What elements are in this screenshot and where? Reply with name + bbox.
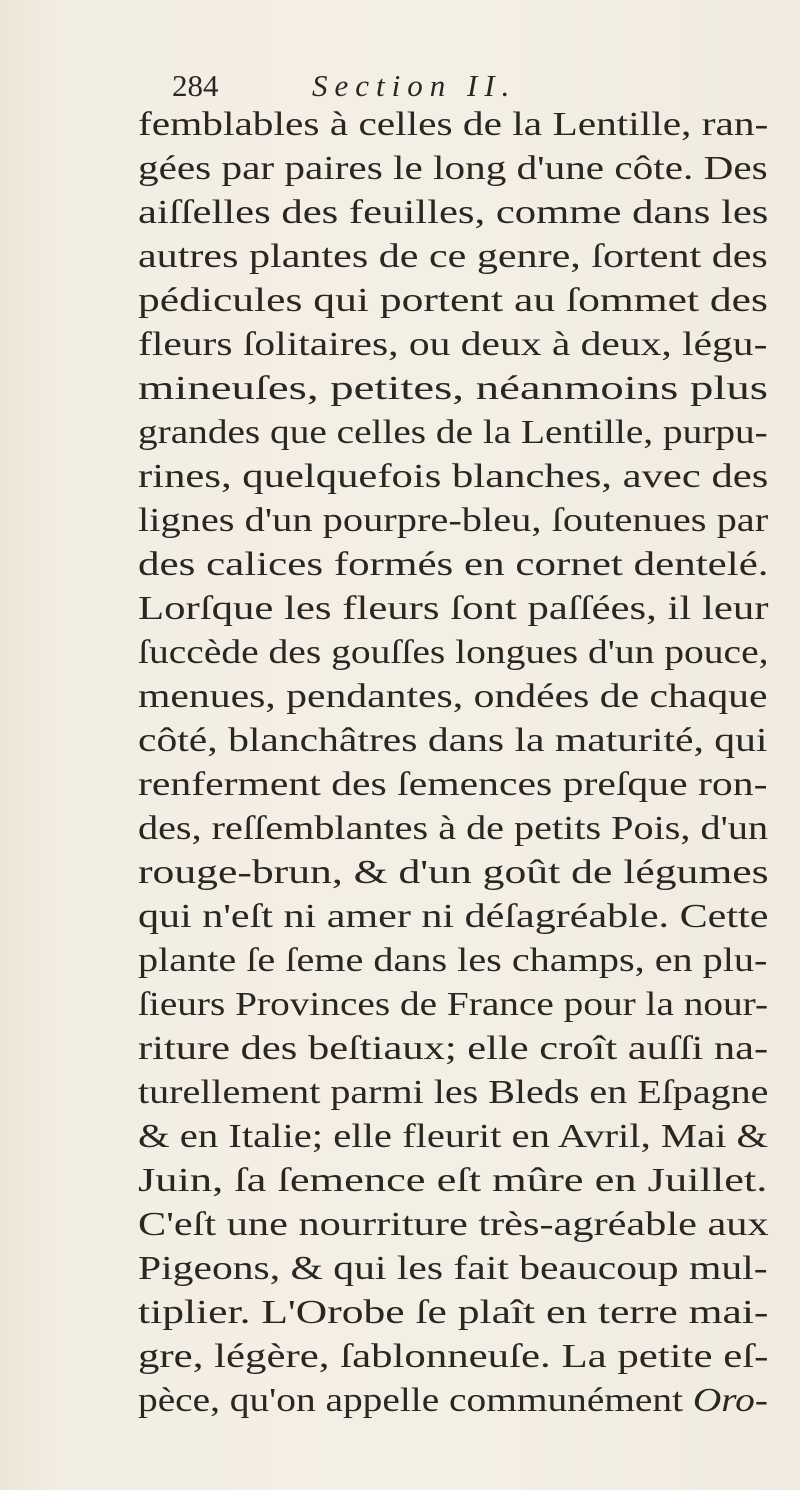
text-line: qui n'eſt ni amer ni déſagréable. Cette: [138, 898, 769, 935]
text-line: Lorſque les fleurs ſont paſſées, il leur: [138, 590, 769, 627]
text-line: & en Italie; elle fleurit en Avril, Mai &: [138, 1118, 769, 1155]
text-line: côté, blanchâtres dans la maturité, qui: [138, 722, 768, 759]
text-line: tiplier. L'Orobe ſe plaît en terre mai-: [138, 1294, 769, 1331]
running-head: Section II.: [312, 68, 517, 103]
text-line: plante ſe ſeme dans les champs, en plu-: [138, 942, 768, 979]
text-line: des, reſſemblantes à de petits Pois, d'un: [138, 810, 769, 847]
text-line: ſuccède des gouſſes longues d'un pouce,: [138, 634, 769, 671]
text-line: gées par paires le long d'une côte. Des: [138, 150, 768, 187]
text-line: menues, pendantes, ondées de chaque: [138, 678, 768, 715]
text-line: gre, légère, ſablonneuſe. La petite eſ-: [138, 1338, 769, 1375]
text-line: renferment des ſemences preſque ron-: [138, 766, 768, 803]
text-line: [138, 1377, 768, 1425]
text-line: aiſſelles des feuilles, comme dans les: [138, 194, 769, 231]
text-line-segment: pèce, qu'on appelle communément: [138, 1382, 693, 1419]
text-line: mineuſes, petites, néanmoins plus: [138, 370, 768, 407]
italic-word: Oro-: [692, 1382, 768, 1419]
text-line: Pigeons, & qui les fait beaucoup mul-: [138, 1250, 768, 1287]
text-line: des calices formés en cornet dentelé.: [138, 546, 769, 583]
text-line: pédicules qui portent au ſommet des: [138, 282, 768, 319]
text-line: grandes que celles de la Lentille, purpu-: [138, 414, 768, 451]
page-number: 284: [172, 68, 219, 103]
text-line: lignes d'un pourpre-bleu, ſoutenues par: [138, 502, 769, 539]
text-line: turellement parmi les Bleds en Eſpagne: [138, 1074, 769, 1111]
text-line: rouge-brun, & d'un goût de légumes: [138, 854, 769, 891]
text-line: riture des beſtiaux; elle croît auſſi na-: [138, 1030, 769, 1067]
text-line: rines, quelquefois blanches, avec des: [138, 458, 769, 495]
text-line: fleurs ſolitaires, ou deux à deux, légu-: [138, 326, 768, 363]
text-line: femblables à celles de la Lentille, ran-: [138, 106, 769, 143]
text-line: autres plantes de ce genre, ſortent des: [138, 238, 768, 275]
text-line: C'eſt une nourriture très-agréable aux: [138, 1206, 769, 1243]
text-line: ſieurs Provinces de France pour la nour-: [138, 986, 769, 1023]
text-line: Juin, ſa ſemence eſt mûre en Juillet.: [138, 1162, 768, 1199]
